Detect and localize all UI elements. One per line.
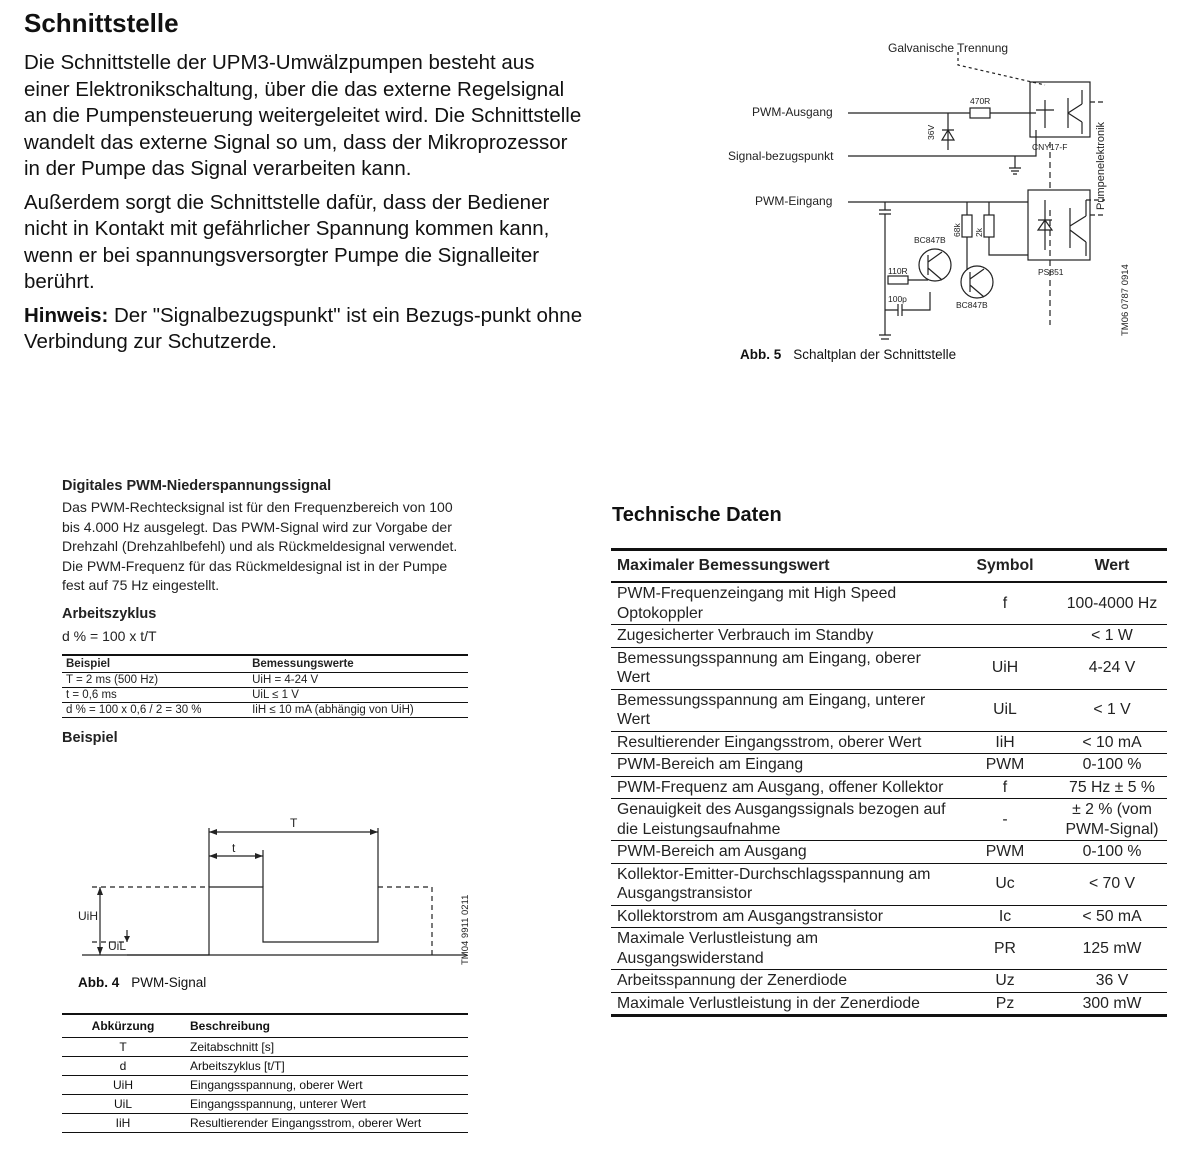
example-heading: Beispiel bbox=[62, 729, 118, 746]
pwm-heading: Digitales PWM-Niederspannungssignal bbox=[62, 478, 332, 494]
table-cell: Kollektor-Emitter-Durchschlagsspannung am Ausgangstransistor bbox=[611, 863, 953, 905]
table-cell: d bbox=[62, 1057, 184, 1076]
pwm-signal-diagram bbox=[72, 810, 482, 970]
table-row bbox=[611, 799, 1167, 841]
table-row bbox=[611, 625, 1167, 648]
resistor-2k-label: 2k bbox=[974, 228, 984, 237]
table-row bbox=[611, 776, 1167, 799]
table-cell: Resultierender Eingangsstrom, oberer Wert bbox=[611, 731, 953, 754]
intro-text bbox=[24, 50, 584, 363]
pulse-width-label: t bbox=[232, 841, 236, 855]
table-cell: < 70 V bbox=[1057, 863, 1167, 905]
figure-5-number: Abb. 5 bbox=[740, 347, 782, 362]
note-text: Der "Signalbezugspunkt" ist ein Bezugs-punkt ohne Verbindung zur Schutzerde. bbox=[24, 303, 583, 353]
example-header-1: Beispiel bbox=[62, 655, 248, 673]
table-cell: T bbox=[62, 1038, 184, 1057]
table-row bbox=[611, 992, 1167, 1016]
table-cell: Kollektorstrom am Ausgangstransistor bbox=[611, 905, 953, 928]
table-cell: IiH ≤ 10 mA (abhängig von UiH) bbox=[248, 702, 468, 717]
schematic-pwm-in-label: PWM-Eingang bbox=[755, 194, 833, 208]
table-row bbox=[611, 647, 1167, 689]
table-cell: IiH bbox=[953, 731, 1057, 754]
schematic-pwm-out-label: PWM-Ausgang bbox=[752, 105, 833, 119]
table-cell: f bbox=[953, 776, 1057, 799]
table-row bbox=[611, 905, 1167, 928]
page-title: Schnittstelle bbox=[24, 8, 179, 38]
zener-36v-label: 36V bbox=[926, 124, 936, 140]
table-cell: T = 2 ms (500 Hz) bbox=[62, 672, 248, 687]
ps851-label: PS851 bbox=[1038, 267, 1064, 277]
capacitor-100p-label: 100p bbox=[888, 294, 907, 304]
table-row bbox=[611, 970, 1167, 993]
table-cell: PWM-Bereich am Ausgang bbox=[611, 841, 953, 864]
tech-data-title: Technische Daten bbox=[612, 504, 782, 526]
uil-label: UiL bbox=[108, 939, 127, 953]
duty-heading: Arbeitszyklus bbox=[62, 605, 157, 622]
note-label: Hinweis: bbox=[24, 303, 109, 327]
example-table bbox=[62, 654, 468, 718]
table-cell: UiH bbox=[953, 647, 1057, 689]
abbr-header-1: Abkürzung bbox=[62, 1014, 184, 1038]
figure-4-text: PWM-Signal bbox=[131, 975, 207, 990]
table-cell: PWM bbox=[953, 841, 1057, 864]
table-cell: Resultierender Eingangsstrom, oberer Wert bbox=[184, 1114, 468, 1133]
transistor-2-label: BC847B bbox=[956, 300, 988, 310]
table-cell: PWM bbox=[953, 754, 1057, 777]
abbreviations-table bbox=[62, 1013, 468, 1133]
table-row bbox=[62, 1038, 468, 1057]
table-cell: Bemessungsspannung am Eingang, oberer Wert bbox=[611, 647, 953, 689]
duty-formula: d % = 100 x t/T bbox=[62, 627, 157, 644]
table-cell: 100-4000 Hz bbox=[1057, 582, 1167, 625]
diagram-tm-code: TM04 9911 0211 bbox=[460, 894, 471, 965]
table-cell: < 1 V bbox=[1057, 689, 1167, 731]
table-cell: Pz bbox=[953, 992, 1057, 1016]
table-cell: Maximale Verlustleistung am Ausgangswiderstand bbox=[611, 928, 953, 970]
table-cell: IiH bbox=[62, 1114, 184, 1133]
interface-schematic bbox=[720, 30, 1180, 380]
table-cell: Eingangsspannung, oberer Wert bbox=[184, 1076, 468, 1095]
table-row bbox=[62, 1095, 468, 1114]
resistor-470r-label: 470R bbox=[970, 96, 991, 106]
table-cell: 4-24 V bbox=[1057, 647, 1167, 689]
table-cell: < 10 mA bbox=[1057, 731, 1167, 754]
table-cell: ± 2 % (vom PWM-Signal) bbox=[1057, 799, 1167, 841]
table-row bbox=[611, 863, 1167, 905]
table-cell: Genauigkeit des Ausgangssignals bezogen auf die Leistungsaufnahme bbox=[611, 799, 953, 841]
table-cell: Uz bbox=[953, 970, 1057, 993]
table-cell: 125 mW bbox=[1057, 928, 1167, 970]
table-cell: f bbox=[953, 582, 1057, 625]
tech-data-table bbox=[611, 548, 1167, 1017]
pwm-section bbox=[62, 478, 472, 750]
tech-header-parameter: Maximaler Bemessungswert bbox=[611, 550, 953, 583]
table-cell: < 1 W bbox=[1057, 625, 1167, 648]
intro-paragraph-2: Außerdem sorgt die Schnittstelle dafür, dass der Bediener nicht in Kontakt mit gefährlicher Spannung kommen kann, wenn er bei spannungsversorgter Pumpe die Signalleiter berührt. bbox=[24, 190, 550, 293]
table-cell: UiH bbox=[62, 1076, 184, 1095]
table-cell: d % = 100 x 0,6 / 2 = 30 % bbox=[62, 702, 248, 717]
schematic-ref-label: Signal-bezugspunkt bbox=[728, 149, 834, 163]
table-row bbox=[611, 754, 1167, 777]
table-cell: Arbeitsspannung der Zenerdiode bbox=[611, 970, 953, 993]
tech-header-symbol: Symbol bbox=[953, 550, 1057, 583]
table-cell: PWM-Bereich am Eingang bbox=[611, 754, 953, 777]
table-row bbox=[611, 731, 1167, 754]
table-cell: UiH = 4-24 V bbox=[248, 672, 468, 687]
table-cell: - bbox=[953, 799, 1057, 841]
resistor-110r-label: 110R bbox=[888, 266, 908, 276]
table-cell: UiL bbox=[953, 689, 1057, 731]
schematic-isolation-label: Galvanische Trennung bbox=[888, 41, 1009, 55]
figure-4-number: Abb. 4 bbox=[78, 975, 120, 990]
cny17-label: CNY17-F bbox=[1032, 142, 1068, 152]
table-cell: UiL bbox=[62, 1095, 184, 1114]
table-cell: PWM-Frequenzeingang mit High Speed Optokoppler bbox=[611, 582, 953, 625]
table-cell: Uc bbox=[953, 863, 1057, 905]
table-row bbox=[62, 672, 468, 687]
intro-note bbox=[24, 303, 584, 356]
table-row bbox=[611, 582, 1167, 625]
pwm-text: Das PWM-Rechtecksignal ist für den Frequenzbereich von 100 bis 4.000 Hz ausgelegt. Das PWM-Signal wird zur Vorgabe der Drehzahl (Drehzahlbefehl) und als Rückmeldesignal verwendet. Die PWM-Frequenz für das Rückmeldesignal ist in der Pumpe fest auf 75 Hz eingestellt. bbox=[62, 499, 458, 594]
table-cell: Zeitabschnitt [s] bbox=[184, 1038, 468, 1057]
abbr-header-2: Beschreibung bbox=[184, 1014, 468, 1038]
uih-label: UiH bbox=[78, 909, 98, 923]
figure-5-text: Schaltplan der Schnittstelle bbox=[793, 347, 957, 362]
table-row bbox=[62, 702, 468, 717]
table-cell: 36 V bbox=[1057, 970, 1167, 993]
table-cell: PWM-Frequenz am Ausgang, offener Kollektor bbox=[611, 776, 953, 799]
figure-5-caption bbox=[740, 347, 956, 362]
table-row bbox=[611, 928, 1167, 970]
resistor-68k-label: 68k bbox=[952, 223, 962, 237]
example-header-2: Bemessungswerte bbox=[248, 655, 468, 673]
table-cell: Bemessungsspannung am Eingang, unterer Wert bbox=[611, 689, 953, 731]
period-label: T bbox=[290, 816, 298, 830]
table-cell: 300 mW bbox=[1057, 992, 1167, 1016]
table-cell: Arbeitszyklus [t/T] bbox=[184, 1057, 468, 1076]
table-row bbox=[611, 841, 1167, 864]
table-cell: < 50 mA bbox=[1057, 905, 1167, 928]
table-row bbox=[611, 689, 1167, 731]
table-row bbox=[62, 687, 468, 702]
schematic-tm-code: TM06 0787 0914 bbox=[1120, 264, 1131, 336]
table-cell: Maximale Verlustleistung in der Zenerdiode bbox=[611, 992, 953, 1016]
table-cell: 0-100 % bbox=[1057, 841, 1167, 864]
table-cell: PR bbox=[953, 928, 1057, 970]
pump-electronics-label: Pumpenelektronik bbox=[1095, 121, 1107, 210]
table-cell: Eingangsspannung, unterer Wert bbox=[184, 1095, 468, 1114]
table-cell: 0-100 % bbox=[1057, 754, 1167, 777]
table-row bbox=[62, 1076, 468, 1095]
table-cell: t = 0,6 ms bbox=[62, 687, 248, 702]
table-cell: 75 Hz ± 5 % bbox=[1057, 776, 1167, 799]
tech-header-value: Wert bbox=[1057, 550, 1167, 583]
table-row bbox=[62, 1057, 468, 1076]
table-cell: Zugesicherter Verbrauch im Standby bbox=[611, 625, 953, 648]
table-cell: UiL ≤ 1 V bbox=[248, 687, 468, 702]
transistor-1-label: BC847B bbox=[914, 235, 946, 245]
table-cell bbox=[953, 625, 1057, 648]
figure-4-caption bbox=[78, 975, 206, 990]
intro-paragraph-1: Die Schnittstelle der UPM3-Umwälzpumpen besteht aus einer Elektronikschaltung, über die das externe Regelsignal an die Pumpensteuerung weitergeleitet wird. Die Schnittstelle wandelt das externe Signal so um, dass der Mikroprozessor in der Pumpe das Signal verarbeiten kann. bbox=[24, 51, 582, 180]
table-cell: Ic bbox=[953, 905, 1057, 928]
table-row bbox=[62, 1114, 468, 1133]
